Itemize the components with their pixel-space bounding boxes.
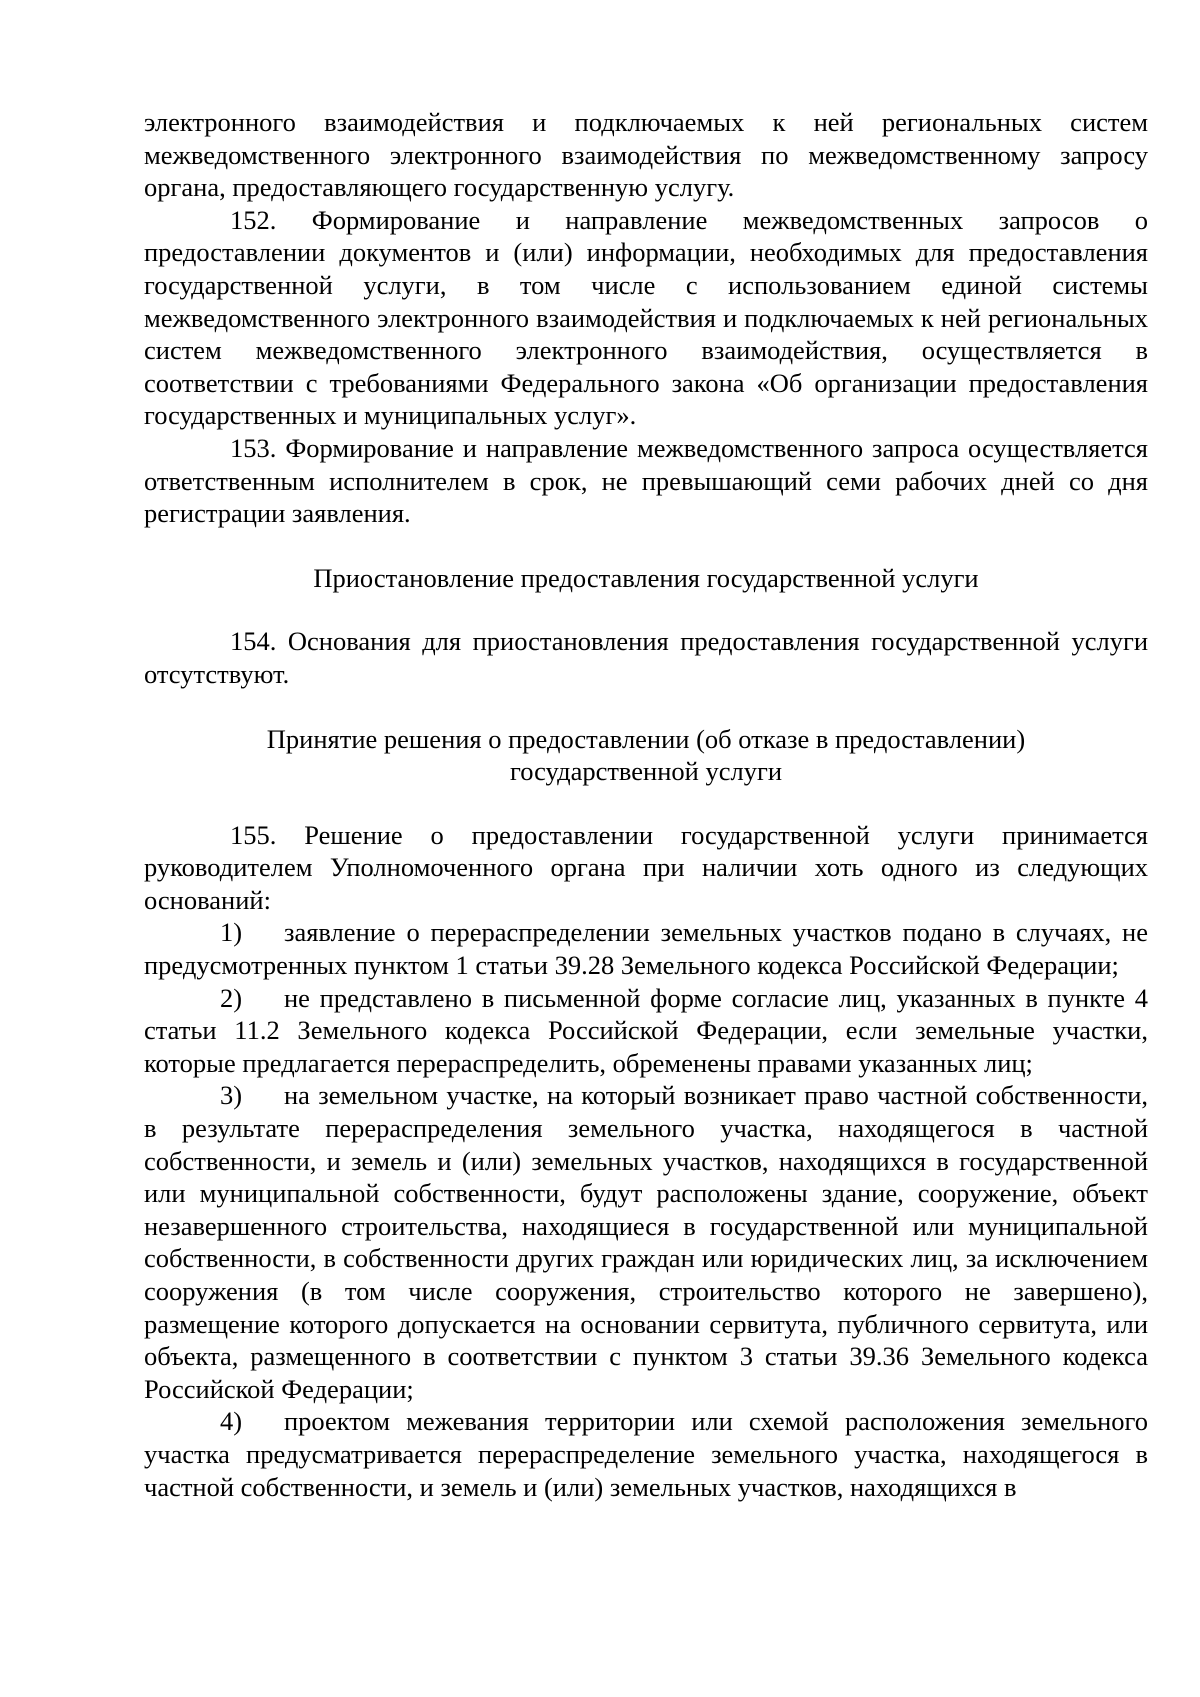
section-heading-suspension	[144, 562, 1148, 595]
paragraph-intro: электронного взаимодействия и подключаемых к ней региональных систем межведомственного электронного взаимодействия по межведомственному запросу органа, предоставляющего государственную услугу.	[144, 107, 1148, 203]
list-item	[144, 1079, 1148, 1405]
list-item	[144, 916, 1148, 981]
list-item-text: проектом межевания территории или схемой расположения земельного участка предусматривается перераспределение земельного участка, находящегося в частной собственности, и земель и (или) земельных участков, находящихся в	[144, 1406, 1148, 1502]
list-item	[144, 1405, 1148, 1503]
list-item-number: 3)	[220, 1080, 243, 1111]
paragraph-153: 153. Формирование и направление межведомственного запроса осуществляется ответственным исполнителем в срок, не превышающий семи рабочих дней со дня регистрации заявления.	[144, 432, 1148, 529]
paragraph-155: 155. Решение о предоставлении государственной услуги принимается руководителем Уполномоченного органа при наличии хоть одного из следующих оснований:	[144, 819, 1148, 915]
section-heading-decision-line1: Принятие решения о предоставлении (об отказе в предоставлении)	[266, 723, 1026, 754]
list-item-number: 2)	[220, 982, 243, 1013]
list-item-number: 4)	[220, 1406, 243, 1437]
list-item-text: заявление о перераспределении земельных участков подано в случаях, не предусмотренных пунктом 1 статьи 39.28 Земельного кодекса Российской Федерации;	[144, 917, 1148, 981]
section-heading-suspension-text: Приостановление предоставления государственной услуги	[313, 562, 979, 593]
paragraph-154: 154. Основания для приостановления предоставления государственной услуги отсутствуют.	[144, 626, 1148, 689]
list-item-number: 1)	[220, 917, 243, 948]
list-item-text: не представлено в письменной форме согласие лиц, указанных в пункте 4 статьи 11.2 Земельного кодекса Российской Федерации, если земельные участки, которые предлагается перераспределить, обременены правами указанных лиц;	[144, 982, 1148, 1078]
list-item	[144, 982, 1148, 1080]
document-page	[144, 106, 1148, 1503]
paragraph-152: 152. Формирование и направление межведомственных запросов о предоставлении документов и (или) информации, необходимых для предоставления государственной услуги, в том числе с использованием единой системы межведомственного электронного взаимодействия и подключаемых к ней региональных систем межведомственного электронного взаимодействия, осуществляется в соответствии с требованиями Федерального закона «Об организации предоставления государственных и муниципальных услуг».	[144, 204, 1148, 431]
section-heading-decision	[144, 723, 1148, 788]
section-heading-decision-line2: государственной услуги	[509, 756, 783, 787]
list-item-text: на земельном участке, на который возникает право частной собственности, в результате перераспределения земельного участка, находящегося в частной собственности, и земель и (или) земельных участков, находящихся в государственной или муниципальной собственности, будут расположены здание, сооружение, объект незавершенного строительства, находящиеся в государственной или муниципальной собственности, в собственности других граждан или юридических лиц, за исключением сооружения (в том числе сооружения, строительство которого не завершено), размещение которого допускается на основании сервитута, публичного сервитута, или объекта, размещенного в соответствии с пунктом 3 статьи 39.36 Земельного кодекса Российской Федерации;	[144, 1080, 1148, 1404]
